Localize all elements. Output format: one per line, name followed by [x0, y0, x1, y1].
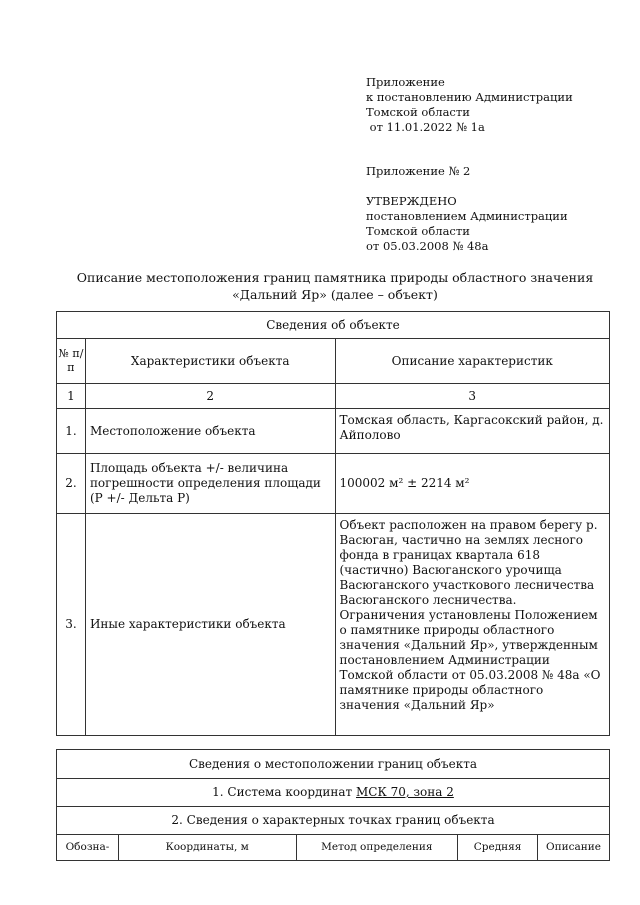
header-description: Описание характеристик	[335, 339, 610, 384]
appendix-line: к постановлению Администрации	[366, 90, 573, 104]
appendix-line: Приложение	[366, 75, 445, 89]
row-number: 3.	[57, 514, 86, 736]
subheader-coordinates: Координаты, м	[118, 835, 296, 861]
index-cell: 3	[335, 384, 610, 409]
subheader-description: Описание	[538, 835, 610, 861]
location-caption: Сведения о местоположении границ объекта	[57, 750, 610, 779]
index-cell: 1	[57, 384, 86, 409]
approved-line: УТВЕРЖДЕНО	[366, 194, 457, 208]
appendix-line: от 11.01.2022 № 1а	[366, 120, 485, 134]
table-row	[57, 454, 610, 514]
index-row	[57, 384, 610, 409]
approved-block	[366, 194, 568, 254]
row-value-paragraph-2: Ограничения установлены Положением о памятнике природы областного значения «Дальний Яр», утвержденным постановлением Администрации Томской области от 05.03.2008 № 48а «О памятнике природы областного значения «Дальний Яр»	[339, 608, 601, 712]
table-caption-row	[57, 312, 610, 339]
coordinate-system-link[interactable]: МСК 70, зона 2	[356, 785, 454, 799]
appendix-2-label	[366, 164, 470, 179]
approved-line: постановлением Администрации	[366, 209, 568, 223]
row-value: Томская область, Каргасокский район, д. Айполово	[335, 409, 610, 454]
row-value: 100002 м² ± 2214 м²	[335, 454, 610, 514]
title-line-2: «Дальний Яр» (далее – объект)	[232, 287, 438, 302]
coordinate-system-cell	[57, 779, 610, 807]
coordinate-system-row	[57, 779, 610, 807]
row-number: 1.	[57, 409, 86, 454]
subheader-designation: Обозна-	[57, 835, 119, 861]
row-value-paragraph-1: Объект расположен на правом берегу р. Васюган, частично на землях лесного фонда в границах квартала 618 (частично) Васюганского урочища Васюганского участкового лесничества Васюганского лесничества.	[339, 518, 598, 607]
row-name: Местоположение объекта	[85, 409, 335, 454]
subheader-method: Метод определения	[296, 835, 458, 861]
approved-line: от 05.03.2008 № 48а	[366, 239, 489, 253]
table-caption-row	[57, 750, 610, 779]
appendix-header	[366, 75, 573, 135]
approved-line: Томской области	[366, 224, 470, 238]
row-name: Иные характеристики объекта	[85, 514, 335, 736]
object-info-table	[56, 311, 610, 736]
subheader-row	[57, 835, 610, 861]
table-row	[57, 514, 610, 736]
appendix-line: Томской области	[366, 105, 470, 119]
header-num: № п/п	[57, 339, 86, 384]
appendix-2-text: Приложение № 2	[366, 164, 471, 178]
table-row	[57, 409, 610, 454]
table-header-row	[57, 339, 610, 384]
row-value	[335, 514, 610, 736]
object-info-caption: Сведения об объекте	[57, 312, 610, 339]
index-cell: 2	[85, 384, 335, 409]
row-number: 2.	[57, 454, 86, 514]
points-heading: 2. Сведения о характерных точках границ объекта	[57, 807, 610, 835]
header-characteristics: Характеристики объекта	[85, 339, 335, 384]
location-table	[56, 749, 610, 861]
points-heading-row	[57, 807, 610, 835]
document-title	[40, 269, 630, 303]
subheader-average: Средняя	[458, 835, 538, 861]
title-line-1: Описание местоположения границ памятника природы областного значения	[76, 270, 594, 285]
coordinate-system-label: 1. Система координат	[212, 785, 356, 799]
row-name: Площадь объекта +/- величина погрешности определения площади (Р +/- Дельта Р)	[85, 454, 335, 514]
